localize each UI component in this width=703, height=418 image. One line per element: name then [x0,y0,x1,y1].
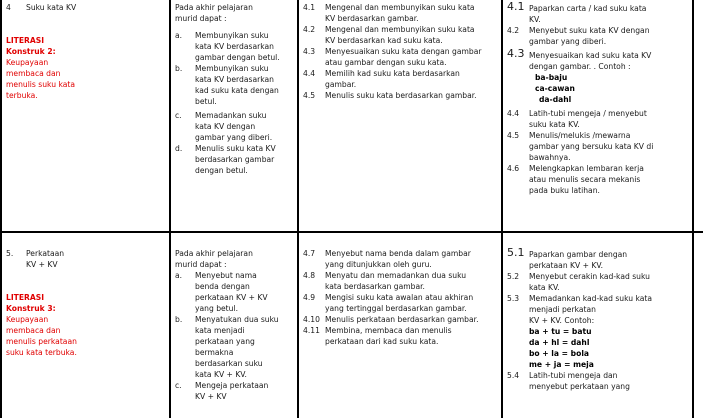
activity-line: KV. [529,15,541,24]
objective-line: perkataan KV + KV [195,293,268,302]
topic-title: Perkataan [26,249,65,258]
literasi-label: LITERASI [6,36,45,45]
objective-intro: murid dapat : [175,260,227,269]
literasi-label: LITERASI [6,293,45,302]
example-word: bo + la = bola [529,349,590,358]
activity-line: Melengkapkan lembaran kerja [529,164,644,173]
konstruk-desc-line: membaca dan [6,326,61,335]
konstruk-label: Konstruk 2: [6,47,56,56]
column-divider [501,0,503,418]
objective-line: yang betul. [195,304,239,313]
example-word: me + ja = meja [529,360,594,369]
activity-item [507,163,690,196]
activity-number: 5.4 [507,371,520,380]
objective-line: Mengeja perkataan [195,381,269,390]
activity-line: gambar yang diberi. [529,37,607,46]
objective-line: bermakna [195,348,234,357]
standard-number: 4.8 [303,271,316,280]
objective-line: Menyebut nama [195,271,257,280]
activity-line: bawahnya. [529,153,571,162]
standard-line: Mengenal dan membunyikan suku kata [325,25,475,34]
activity-line: perkataan KV + KV. [529,261,604,270]
standard-number: 4.3 [303,47,316,56]
standard-line: perkataan dari kad suku kata. [325,337,439,346]
activity-number: 5.3 [507,294,520,303]
activity-item [507,0,690,25]
example-word: ba-baju [535,73,568,82]
standard-line: Menyatu dan memadankan dua suku [325,271,467,280]
standard-item [303,270,499,292]
objective-line: kata menjadi [195,326,245,335]
activity-line: Paparkan carta / kad suku kata [529,4,647,13]
konstruk-desc-line: suku kata terbuka. [6,348,77,357]
standard-line: yang ditunjukkan oleh guru. [325,260,432,269]
activity-item [507,130,690,163]
activity-line: Latih-tubi mengeja / menyebut [529,109,647,118]
activity-number: 4.4 [507,109,520,118]
topic-title: Suku kata KV [26,3,77,12]
objective-marker: c. [175,111,182,120]
table-border-left [0,0,2,418]
row1-topic-cell [6,2,166,101]
standard-line: KV berdasarkan gambar. [325,14,419,23]
objective-intro: Pada akhir pelajaran [175,3,253,12]
objective-item [175,30,295,63]
topic-number: 4 [6,3,11,12]
activity-item [507,25,690,47]
standard-number: 4.11 [303,326,320,335]
objective-intro: Pada akhir pelajaran [175,249,253,258]
objective-item [175,63,295,107]
activity-line: suku kata KV. [529,120,580,129]
activity-number: 4.5 [507,131,520,140]
activity-line: atau menulis secara mekanis [529,175,641,184]
standard-line: Menyebut nama benda dalam gambar [325,249,471,258]
row2-activity-cell [507,246,690,418]
activity-number: 4.2 [507,26,520,35]
column-divider [297,0,299,418]
objective-intro: murid dapat : [175,14,227,23]
activity-item [507,108,690,130]
row-divider [0,231,703,233]
example-word: da-dahl [539,95,572,104]
standard-number: 4.7 [303,249,316,258]
column-divider [169,0,171,418]
activity-number: 4.3 [507,47,525,60]
activity-item [507,47,690,105]
objective-item [175,314,295,380]
standard-number: 4.10 [303,315,320,324]
objective-line: kad suku kata dengan [195,86,279,95]
activity-line: menjadi perkatan [529,305,596,314]
activity-item [507,271,690,293]
example-word: da + hl = dahl [529,338,590,347]
konstruk-desc-line: menulis perkataan [6,337,77,346]
activity-item [507,246,690,271]
row1-activity-cell [507,0,690,196]
objective-line: Membunyikan suku [195,64,269,73]
row1-standard-cell [303,2,499,101]
objective-line: kata KV dengan [195,122,256,131]
standard-item [303,325,499,347]
row2-objective-cell [175,248,295,418]
standard-line: Mengisi suku kata awalan atau akhiran [325,293,474,302]
standard-number: 4.4 [303,69,316,78]
standard-number: 4.2 [303,25,316,34]
standard-item [303,2,499,24]
standard-item [303,68,499,90]
standard-line: Menyesuaikan suku kata dengan gambar [325,47,482,56]
standard-item [303,248,499,270]
standard-line: atau gambar dengan suku kata. [325,58,447,67]
standard-line: Menulis perkataan berdasarkan gambar. [325,315,479,324]
objective-item [175,143,295,176]
objective-marker: b. [175,64,183,73]
objective-line: benda dengan [195,282,250,291]
example-word: ca-cawan [535,84,575,93]
standard-item [303,24,499,46]
konstruk-desc-line: membaca dan [6,69,61,78]
row2-standard-cell [303,248,499,347]
objective-line: Memadankan suku [195,111,267,120]
objective-marker: c. [175,381,182,390]
objective-item [175,380,295,402]
activity-item [507,293,690,370]
standard-line: Membina, membaca dan menulis [325,326,452,335]
konstruk-desc-line: menulis suku kata [6,80,75,89]
standard-line: KV berdasarkan kad suku kata. [325,36,443,45]
standard-line: kata berdasarkan gambar. [325,282,425,291]
objective-item [175,110,295,143]
activity-number: 4.6 [507,164,520,173]
objective-line: gambar yang diberi. [195,133,273,142]
standard-item [303,90,499,101]
objective-marker: a. [175,271,183,280]
activity-line: Menyebut suku kata KV dengan [529,26,650,35]
standard-line: yang tertinggal berdasarkan gambar. [325,304,467,313]
konstruk-label: Konstruk 3: [6,304,56,313]
standard-number: 4.5 [303,91,316,100]
objective-line: Menyatukan dua suku [195,315,279,324]
activity-line: menyebut perkataan yang [529,382,630,391]
activity-line: gambar yang bersuku kata KV di [529,142,654,151]
activity-line: kata KV. [529,283,560,292]
objective-line: berdasarkan suku [195,359,263,368]
objective-line: KV + KV [195,392,227,401]
activity-number: 5.1 [507,246,525,259]
objective-line: Membunyikan suku [195,31,269,40]
standard-line: Memilih kad suku kata berdasarkan [325,69,460,78]
objective-marker: d. [175,144,183,153]
standard-line: Mengenal dan membunyikan suku kata [325,3,475,12]
activity-line: Menyebut cerakin kad-kad suku [529,272,650,281]
konstruk-desc-line: Keupayaan [6,58,49,67]
konstruk-desc-line: Keupayaan [6,315,49,324]
activity-item [507,370,690,392]
objective-line: kata KV + KV. [195,370,247,379]
example-word: ba + tu = batu [529,327,592,336]
objective-item [175,270,295,314]
activity-line: Paparkan gambar dengan [529,250,628,259]
activity-line: KV + KV. Contoh: [529,316,595,325]
activity-number: 5.2 [507,272,520,281]
activity-line: Menyesuaikan kad suku kata KV [529,51,652,60]
konstruk-desc-line: terbuka. [6,91,38,100]
activity-line: Memadankan kad-kad suku kata [529,294,653,303]
standard-item [303,292,499,314]
objective-marker: b. [175,315,183,324]
objective-marker: a. [175,31,183,40]
topic-title: KV + KV [26,260,58,269]
objective-line: kata KV berdasarkan [195,42,274,51]
row1-objective-cell [175,2,295,176]
objective-line: betul. [195,97,217,106]
objective-line: gambar dengan betul. [195,53,280,62]
objective-line: Menulis suku kata KV [195,144,276,153]
standard-item [303,314,499,325]
standard-line: Menulis suku kata berdasarkan gambar. [325,91,477,100]
activity-line: pada buku latihan. [529,186,600,195]
topic-number: 5. [6,249,14,258]
objective-line: perkataan yang [195,337,255,346]
table-border-right [692,0,694,418]
row2-topic-cell [6,248,166,358]
objective-line: dengan betul. [195,166,248,175]
standard-item [303,46,499,68]
standard-line: gambar. [325,80,357,89]
objective-line: berdasarkan gambar [195,155,275,164]
activity-number: 4.1 [507,0,525,13]
objective-line: kata KV berdasarkan [195,75,274,84]
activity-line: Menulis/melukis /mewarna [529,131,631,140]
activity-line: dengan gambar. . Contoh : [529,62,631,71]
standard-number: 4.1 [303,3,316,12]
standard-number: 4.9 [303,293,316,302]
activity-line: Latih-tubi mengeja dan [529,371,618,380]
